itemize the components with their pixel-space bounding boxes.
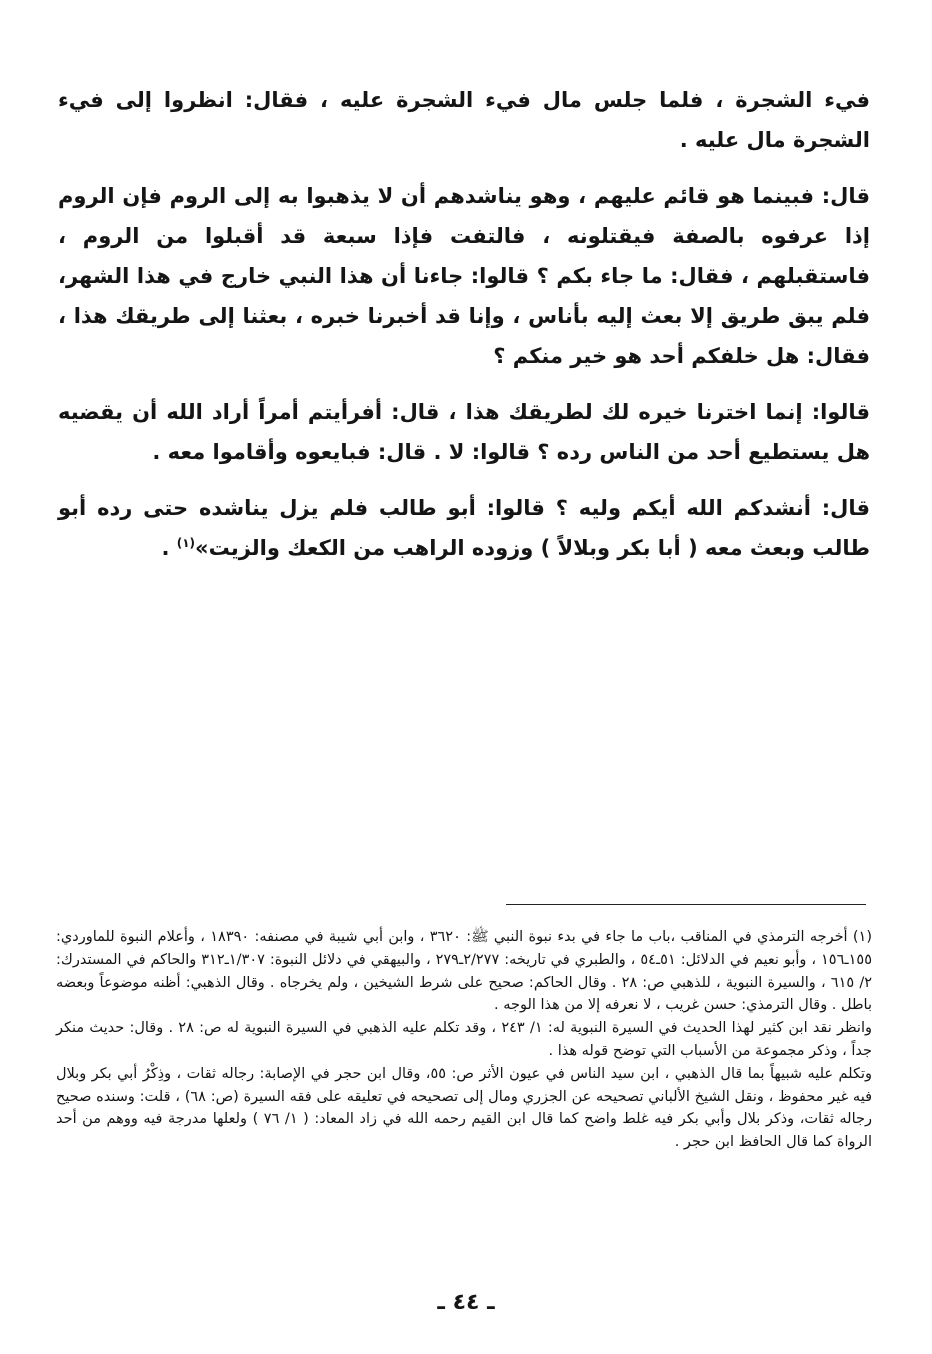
footnote-reference: (١) (176, 536, 196, 550)
paragraph (58, 488, 870, 568)
footnote-divider (506, 904, 866, 905)
footnote: وتكلم عليه شبيهاً بما قال الذهبي ، ابن سيد الناس في عيون الأثر ص: ٥٥، وقال ابن حجر في الإصابة: رجاله ثقات ، وذِكْرُ أبي بكر وبلال فيه غير محفوظ ، ونقل الشيخ الألباني تصحيحه عن الجزري ومال إلى تصحيحه في تعليقه على فقه السيرة (ص: ٦٨) ، قلت: وسنده صحيح رجاله ثقات، وذكر بلال وأبي بكر فيه غلط واضح كما قال ابن القيم رحمه الله في زاد المعاد: ( ١/ ٧٦ ) ولعلها مدرجة فيه ووهم من أحد الرواة كما قال الحافظ ابن حجر . (56, 1065, 873, 1151)
footnotes (56, 926, 872, 1154)
paragraph-end: . (161, 536, 177, 560)
paragraph: فيء الشجرة ، فلما جلس مال فيء الشجرة عليه ، فقال: انظروا إلى فيء الشجرة مال عليه . (58, 88, 870, 152)
footnote: وانظر نقد ابن كثير لهذا الحديث في السيرة النبوية له: ١/ ٢٤٣ ، وقد تكلم عليه الذهبي في السيرة النبوية له ص: ٢٨ . وقال: حديث منكر جداً ، وذكر مجموعة من الأسباب التي توضح قوله هذا . (56, 1020, 872, 1059)
main-text (58, 80, 870, 584)
footnote: (١) أخرجه الترمذي في المناقب ،باب ما جاء في بدء نبوة النبي ﷺ: ٣٦٢٠ ، وابن أبي شيبة في مصنفه: ١٨٣٩٠ ، وأعلام النبوة للماوردي: ١٥٥ـ١٥٦ ، وأبو نعيم في الدلائل: ٥١ـ٥٤ ، والطبري في تاريخه: ٢/٢٧٧ـ٢٧٩ ، والبيهقي في دلائل النبوة: ١/٣٠٧ـ٣١٢ والحاكم في المستدرك: ٢/ ٦١٥ ، والسيرة النبوية ، للذهبي ص: ٢٨ . وقال الحاكم: صحيح على شرط الشيخين ، ولم يخرجاه . وقال الذهبي: أظنه موضوعاً وبعضه باطل . وقال الترمذي: حسن غريب ، لا نعرفه إلا من هذا الوجه . (56, 929, 873, 1014)
paragraph: قالوا: إنما اخترنا خيره لك لطريقك هذا ، قال: أفرأيتم أمراً أراد الله أن يقضيه هل يستطيع أحد من الناس رده ؟ قالوا: لا . قال: فبايعوه وأقاموا معه . (58, 400, 870, 464)
paragraph-text: قال: أنشدكم الله أيكم وليه ؟ قالوا: أبو طالب فلم يزل يناشده حتى رده أبو طالب وبعث معه ( أبا بكر وبلالاً ) وزوده الراهب من الكعك والزيت» (58, 496, 870, 560)
paragraph: قال: فبينما هو قائم عليهم ، وهو يناشدهم أن لا يذهبوا به إلى الروم فإن الروم إذا عرفوه بالصفة فيقتلونه ، فالتفت فإذا سبعة قد أقبلوا من الروم ، فاستقبلهم ، فقال: ما جاء بكم ؟ قالوا: جاءنا أن هذا النبي خارج في هذا الشهر، فلم يبق طريق إلا بعث إليه بأناس ، وإنا قد أخبرنا خبره ، بعثنا إلى طريقك هذا ، فقال: هل خلفكم أحد هو خير منكم ؟ (58, 184, 870, 368)
page-number: ـ ٤٤ ـ (437, 1290, 495, 1315)
